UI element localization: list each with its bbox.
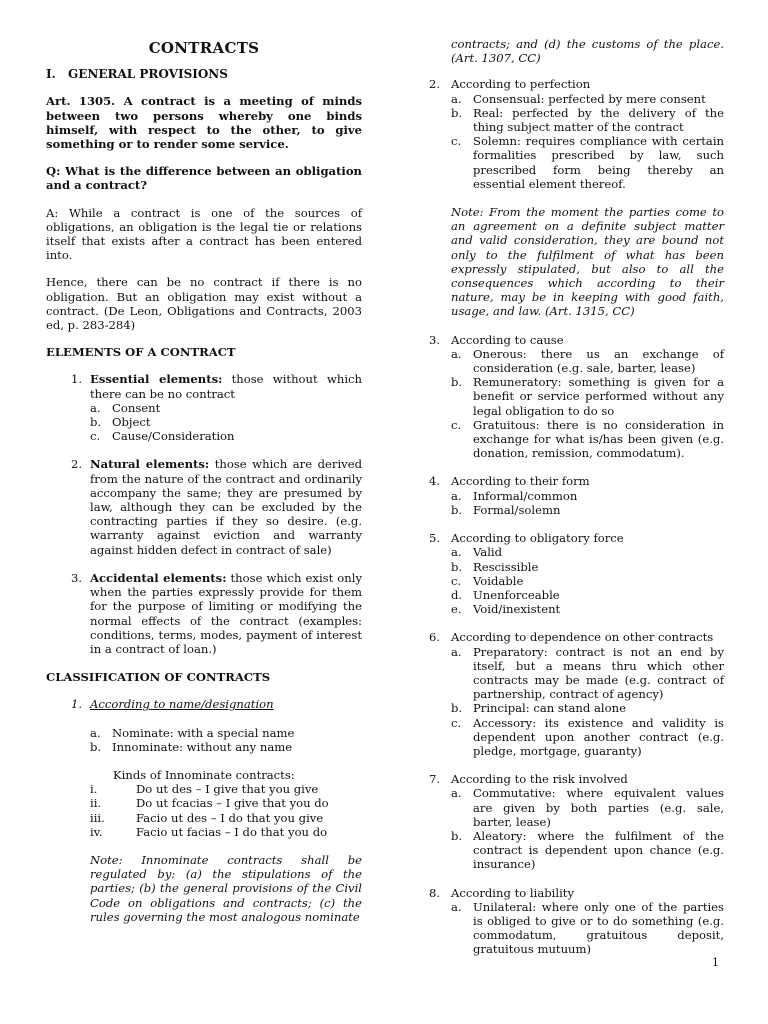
sub-letter: c. <box>451 715 462 730</box>
list-number: 6. <box>429 630 441 645</box>
classification-sub-item <box>451 134 724 191</box>
classification-sub-item <box>451 786 724 829</box>
classification-body <box>451 886 724 957</box>
element-sub-item <box>90 429 362 443</box>
answer-text: A: While a contract is one of the sources of obligations, an obligation is the legal tie or relations itself that exists after a contract has been entered into. <box>46 205 362 263</box>
element-item <box>46 372 362 443</box>
sub-text: Consent <box>112 400 161 415</box>
document-title: CONTRACTS <box>148 39 260 57</box>
classification-body <box>451 772 724 871</box>
sub-text: Gratuitous: there is no consideration in exchange for what is/has been given (e.g. donation, remission, commodatum). <box>473 417 724 461</box>
sub-text: Unilateral: where only one of the parties is obliged to give or to do something (e.g. commodatum, gratuitous deposit, gratuitous mutuum) <box>473 899 724 957</box>
element-label: Accidental elements: <box>90 570 227 585</box>
classification-item <box>429 886 724 957</box>
sub-text: Onerous: there us an exchange of consideration (e.g. sale, barter, lease) <box>473 346 724 376</box>
sub-text: Real: perfected by the delivery of the thing subject matter of the contract <box>473 105 724 135</box>
element-text: those which exist only when the parties expressly provide for them for the purpose of limiting or modifying the normal effects of the contract (examples: conditions, terms, modes, payment of interest in a contract of loan.) <box>90 570 362 656</box>
element-description <box>90 372 362 400</box>
sub-text: Valid <box>473 545 503 560</box>
nominate-list <box>90 726 362 754</box>
classification-label: According to obligatory force <box>451 531 624 546</box>
question-text: Q: What is the difference between an obligation and a contract? <box>46 164 362 193</box>
sub-letter: b. <box>451 502 463 517</box>
sub-letter: a. <box>451 91 462 106</box>
nominate-item <box>90 726 362 740</box>
classification-label: According to dependence on other contracts <box>451 630 714 645</box>
classification-label: According to liability <box>451 885 574 900</box>
element-item <box>46 571 362 656</box>
sub-letter: b. <box>451 375 463 390</box>
classification-heading: CLASSIFICATION OF CONTRACTS <box>46 670 271 685</box>
classification-sub-item <box>451 829 724 872</box>
section-title: GENERAL PROVISIONS <box>68 67 228 82</box>
classification-item <box>429 531 724 616</box>
classification-body <box>451 77 724 191</box>
elements-heading: ELEMENTS OF A CONTRACT <box>46 345 236 360</box>
sub-letter: a. <box>451 346 462 361</box>
list-number: 1. <box>70 372 82 387</box>
sub-letter: d. <box>451 587 463 602</box>
sub-text: Informal/common <box>473 488 578 503</box>
classification-sub-item <box>451 418 724 461</box>
classification-item-1 <box>46 697 362 711</box>
element-description <box>90 457 362 556</box>
sub-text: Preparatory: contract is not an end by itself, but a means thru which other contracts may be made (e.g. contract of partnership, contract of agency) <box>473 644 724 702</box>
classification-label: According to cause <box>451 332 564 347</box>
elements-list <box>46 372 362 656</box>
left-column <box>46 38 362 924</box>
sub-letter: c. <box>451 417 462 432</box>
sub-text: Principal: can stand alone <box>473 701 626 716</box>
classification-label: According to their form <box>451 474 590 489</box>
kind-item <box>90 825 362 839</box>
classification-sub-item <box>451 602 724 616</box>
list-number: 3. <box>70 570 82 585</box>
element-text: those without which there can be no contract <box>90 372 362 401</box>
classification-item <box>429 77 724 191</box>
element-text: those which are derived from the nature of the contract and ordinarily accompany the same; they are presumed by law, although they can be excluded by the contracting parties if they so desire. (e.g. warranty against eviction and warranty against hidden defect in contract of sale) <box>90 457 362 557</box>
kind-item <box>90 782 362 796</box>
roman-numeral: i. <box>90 782 98 797</box>
sub-text: Innominate: without any name <box>112 739 293 754</box>
list-number: 3. <box>429 332 441 347</box>
kinds-heading: Kinds of Innominate contracts: <box>113 767 295 782</box>
sub-text: Object <box>112 415 151 430</box>
hence-paragraph: Hence, there can be no contract if there is no obligation. But an obligation may exist without a contract. (De Leon, Obligations and Contracts, 2003 ed, p. 283-284) <box>46 275 362 333</box>
classification-body <box>451 333 724 461</box>
roman-numeral: ii. <box>90 796 102 811</box>
classification-label: According to the risk involved <box>451 772 628 787</box>
list-number: 2. <box>70 457 82 472</box>
sub-text: Formal/solemn <box>473 502 561 517</box>
sub-letter: b. <box>451 559 463 574</box>
kind-item <box>90 796 362 810</box>
sub-text: Solemn: requires compliance with certain formalities prescribed by law, such prescribed form being thereby an essential element thereof. <box>473 134 724 191</box>
classification-sub-item <box>451 92 724 106</box>
element-sub-item <box>90 401 362 415</box>
sub-text: Void/inexistent <box>473 602 561 617</box>
sub-letter: b. <box>90 739 102 754</box>
classification-sub-item <box>451 588 724 602</box>
kind-item <box>90 811 362 825</box>
sub-letter: a. <box>451 545 462 560</box>
classification-sub-item <box>451 347 724 375</box>
element-description <box>90 571 362 656</box>
element-sub-item <box>90 415 362 429</box>
kind-text: Do ut fcacias – I give that you do <box>136 796 329 811</box>
sub-letter: a. <box>90 725 101 740</box>
list-number: 7. <box>429 772 441 787</box>
classification-sub-item <box>451 574 724 588</box>
list-number: 2. <box>429 77 441 92</box>
perfection-note: Note: From the moment the parties come to an agreement on a definite subject matter and valid consideration, they are bound not only to the fulfilment of what has been expressly stipulated, but also to all the consequences which according to their nature, may be in keeping with good faith, usage, and law. (Art. 1315, CC) <box>451 205 724 319</box>
element-label: Natural elements: <box>90 457 210 472</box>
kinds-list <box>90 782 362 839</box>
list-number: 8. <box>429 885 441 900</box>
kind-text: Do ut des – I give that you give <box>136 782 319 797</box>
sub-letter: c. <box>451 134 462 149</box>
classification-body <box>451 630 724 758</box>
sub-letter: e. <box>451 602 462 617</box>
kind-text: Facio ut facias – I do that you do <box>136 824 328 839</box>
sub-letter: a. <box>451 488 462 503</box>
element-body <box>90 457 362 556</box>
sub-text: Accessory: its existence and validity is dependent upon another contract (e.g. pledge, mortgage, guaranty) <box>473 715 724 758</box>
list-number: 5. <box>429 531 441 546</box>
sub-text: Voidable <box>473 573 524 588</box>
element-body <box>90 571 362 656</box>
element-label: Essential elements: <box>90 372 223 387</box>
classification-body <box>451 531 724 616</box>
classification-item <box>429 474 724 517</box>
classification-sub-item <box>451 645 724 702</box>
sub-letter: b. <box>451 105 463 120</box>
sub-letter: a. <box>451 899 462 914</box>
sub-text: Commutative: where equivalent values are given by both parties (e.g. sale, barter, lease) <box>473 786 724 829</box>
sub-letter: a. <box>90 400 101 415</box>
classification-sub-item <box>451 900 724 957</box>
roman-numeral: iv. <box>90 824 103 839</box>
sub-letter: c. <box>451 573 462 588</box>
section-heading <box>46 67 362 81</box>
classification-item <box>429 630 724 758</box>
nominate-item <box>90 740 362 754</box>
sub-text: Aleatory: where the fulfilment of the contract is dependent upon chance (e.g. insurance) <box>473 828 724 872</box>
sub-text: Nominate: with a special name <box>112 725 295 740</box>
classification-sub-item <box>451 560 724 574</box>
element-item <box>46 457 362 556</box>
section-number: I. <box>46 67 56 82</box>
element-body <box>90 372 362 443</box>
sub-letter: b. <box>90 415 102 430</box>
classification-sub-item <box>451 701 724 715</box>
sub-letter: a. <box>451 786 462 801</box>
sub-text: Unenforceable <box>473 587 560 602</box>
sub-text: Remuneratory: something is given for a benefit or service performed without any legal obligation to do so <box>473 375 724 418</box>
classification-body <box>451 474 724 517</box>
sub-text: Consensual: perfected by mere consent <box>473 91 706 106</box>
classification-sub-item <box>451 106 724 134</box>
classification-sub-item <box>451 503 724 517</box>
sub-text: Cause/Consideration <box>112 429 235 444</box>
classification-item <box>429 772 724 871</box>
note-continuation: contracts; and (d) the customs of the place. (Art. 1307, CC) <box>451 37 724 66</box>
sub-letter: b. <box>451 828 463 843</box>
page-number: 1 <box>712 956 719 969</box>
classification-sub-item <box>451 489 724 503</box>
roman-numeral: iii. <box>90 810 105 825</box>
classification-sub-item <box>451 375 724 418</box>
kind-text: Facio ut des – I do that you give <box>136 810 324 825</box>
classification-sub-item <box>451 545 724 559</box>
classification-sub-item <box>451 716 724 759</box>
list-number: 4. <box>429 474 441 489</box>
article-1305: Art. 1305. A contract is a meeting of minds between two persons whereby one binds himself, with respect to the other, to give something or to render some service. <box>46 94 362 152</box>
right-column <box>429 37 724 971</box>
classification-label: According to name/designation <box>90 697 274 712</box>
classification-label: According to perfection <box>451 77 591 92</box>
list-number: 1. <box>70 697 82 712</box>
classification-list <box>429 77 724 956</box>
innominate-note: Note: Innominate contracts shall be regulated by: (a) the stipulations of the parties; (b) the general provisions of the Civil Code on obligations and contracts; (c) the rules governing the most analogous nominate <box>90 852 362 924</box>
sub-letter: b. <box>451 701 463 716</box>
sub-letter: a. <box>451 644 462 659</box>
classification-item <box>429 333 724 461</box>
sub-text: Rescissible <box>473 559 539 574</box>
sub-letter: c. <box>90 429 101 444</box>
